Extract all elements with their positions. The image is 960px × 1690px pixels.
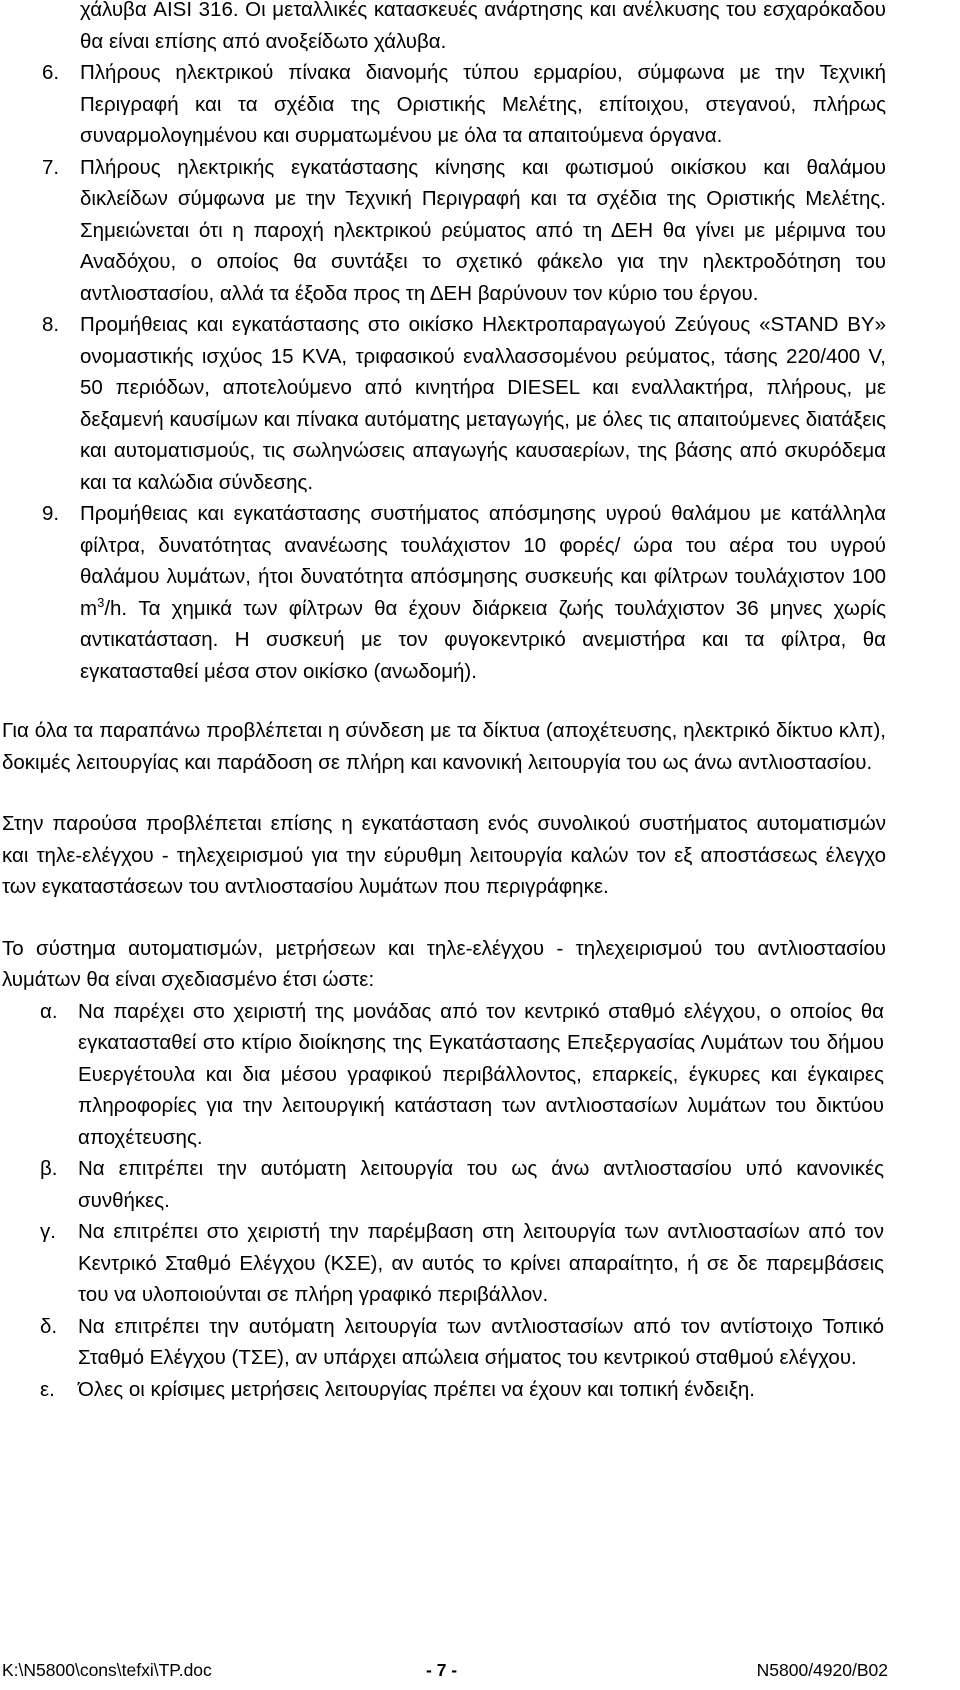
list-item-text: Να επιτρέπει στο χειριστή την παρέμβαση στη λειτουργία των αντλιοστασίων από τον Κεντρικό Σταθμό Ελέγχου (ΚΣΕ), αν αυτός το κρίνει απαραίτητο, ή σε δε παρεμβάσεις του να υλοποιούνται σε πλήρη γραφικό περιβάλλον. xyxy=(78,1220,884,1306)
list-item-text: Πλήρους ηλεκτρικού πίνακα διανομής τύπου ερμαρίου, σύμφωνα με την Τεχνική Περιγραφή και τα σχέδια της Οριστικής Μελέτης, επίτοιχου, στεγανού, πλήρως συναρμολογημένου και συρματωμένου με όλα τα απαιτούμενα όργανα. xyxy=(80,61,886,147)
list-item-text: Προμήθειας και εγκατάστασης στο οικίσκο Ηλεκτροπαραγωγού Ζεύγους «STAND BY» ονομαστικής ισχύος 15 KVA, τριφασικού εναλλασσομένου ρεύματος, τάσης 220/400 V, 50 περιόδων, αποτελούμενο από κινητήρα DIESEL και εναλλακτήρα, πλήρους, με δεξαμενή καυσίμων και πίνακα αυτόματης μεταγωγής, με όλες τις απαιτούμενες διατάξεις και αυτοματισμούς, τις σωληνώσεις απαγωγής καυσαερίων, της βάσης από σκυρόδεμα και τα καλώδια σύνδεσης. xyxy=(80,313,886,494)
list-marker: ε. xyxy=(40,1377,55,1401)
alpha-item-b xyxy=(40,1153,960,1216)
list-marker: β. xyxy=(40,1157,58,1180)
continuation-text: χάλυβα AISI 316. Οι μεταλλικές κατασκευές ανάρτησης και ανέλκυσης του εσχαρόκαδου θα είναι επίσης από ανοξείδωτο χάλυβα. xyxy=(80,0,886,53)
list-item-6 xyxy=(42,57,960,152)
alpha-item-a xyxy=(40,996,960,1154)
list-marker: δ. xyxy=(40,1314,58,1338)
list-item-8 xyxy=(42,309,960,498)
list-marker: 8. xyxy=(42,313,60,336)
list-marker: 7. xyxy=(42,155,60,179)
paragraph-system-design: Το σύστημα αυτοματισμών, μετρήσεων και τηλε-ελέγχου - τηλεχειρισμού του αντλιοστασίου λυμάτων θα είναι σχεδιασμένο έτσι ώστε: xyxy=(2,936,886,991)
list-item-9 xyxy=(42,498,960,687)
list-item-text: Να επιτρέπει την αυτόματη λειτουργία των αντλιοστασίων από τον αντίστοιχο Τοπικό Σταθμό Ελέγχου (ΤΣΕ), αν υπάρχει απώλεια σήματος του κεντρικού σταθμού ελέγχου. xyxy=(78,1314,884,1369)
numbered-list xyxy=(42,57,960,687)
alpha-item-e xyxy=(40,1374,960,1406)
list-marker: 6. xyxy=(42,61,60,84)
list-item-text xyxy=(80,498,886,687)
list-item-text: Να επιτρέπει την αυτόματη λειτουργία του ως άνω αντλιοστασίου υπό κανονικές συνθήκες. xyxy=(78,1157,884,1212)
footer-file-path: K:\N5800\cons\tefxi\TP.doc xyxy=(2,1660,212,1680)
page-footer xyxy=(0,1655,960,1685)
item9-text-a: Προμήθειας και εγκατάστασης συστήματος απόσμησης υγρού θαλάμου με κατάλληλα φίλτρα, δυνατότητας ανανέωσης τουλάχιστον 10 φορές/ ώρα του αέρα του υγρού θαλάμου λυμάτων, ήτοι δυνατότητα απόσμησης συσκευής και φίλτρων τουλάχιστον 100 m xyxy=(80,502,886,620)
document-code: N5800/4920/B02 xyxy=(756,1660,888,1680)
alpha-list xyxy=(40,996,960,1406)
list-marker: α. xyxy=(40,999,58,1023)
alpha-item-d xyxy=(40,1311,960,1374)
list-marker: 9. xyxy=(42,502,60,525)
item9-text-b: /h. Τα χημικά των φίλτρων θα έχουν διάρκεια ζωής τουλάχιστον 36 μηνες χωρίς αντικατάσταση. Η συσκευή με τον φυγοκεντρικό ανεμιστήρα και τα φίλτρα, θα εγκατασταθεί μέσα στον οικίσκο (ανωδομή). xyxy=(80,596,886,683)
list-marker: γ. xyxy=(40,1220,56,1243)
superscript: 3 xyxy=(97,594,105,610)
paragraph-connection: Για όλα τα παραπάνω προβλέπεται η σύνδεση με τα δίκτυα (αποχέτευσης, ηλεκτρικό δίκτυο κλπ), δοκιμές λειτουργίας και παράδοση σε πλήρη και κανονική λειτουργία του ως άνω αντλιοστασίου. xyxy=(2,719,886,774)
alpha-item-c xyxy=(40,1216,960,1311)
paragraph-automation: Στην παρούσα προβλέπεται επίσης η εγκατάσταση ενός συνολικού συστήματος αυτοματισμών και τηλε-ελέγχου - τηλεχειρισμού για την εύρυθμη λειτουργία καλών τον εξ αποστάσεως έλεγχο των εγκαταστάσεων του αντλιοστασίου λυμάτων που περιγράφηκε. xyxy=(2,812,886,898)
page-number: - 7 - xyxy=(426,1660,458,1680)
list-item-text: Να παρέχει στο χειριστή της μονάδας από τον κεντρικό σταθμό ελέγχου, ο οποίος θα εγκατασταθεί στο κτίριο διοίκησης της Εγκατάστασης Επεξεργασίας Λυμάτων του δήμου Ευεργέτουλα και δια μέσου γραφικού περιβάλλοντος, επαρκείς, έγκυρες και έγκαιρες πληροφορίες για την λειτουργική κατάσταση των αντλιοστασίων λυμάτων του δικτύου αποχέτευσης. xyxy=(78,999,884,1149)
list-item-7 xyxy=(42,152,960,310)
list-item-text: Όλες οι κρίσιμες μετρήσεις λειτουργίας πρέπει να έχουν και τοπική ένδειξη. xyxy=(78,1377,755,1401)
list-item-text: Πλήρους ηλεκτρικής εγκατάστασης κίνησης και φωτισμού οικίσκου και θαλάμου δικλείδων σύμφωνα με την Τεχνική Περιγραφή και τα σχέδια της Οριστικής Μελέτης. Σημειώνεται ότι η παροχή ηλεκτρικού ρεύματος από τη ΔΕΗ θα γίνει με μέριμνα του Αναδόχου, ο οποίος θα συντάξει το σχετικό φάκελο για την ηλεκτροδότηση του αντλιοστασίου, αλλά τα έξοδα προς τη ΔΕΗ βαρύνουν τον κύριο του έργου. xyxy=(80,155,886,305)
